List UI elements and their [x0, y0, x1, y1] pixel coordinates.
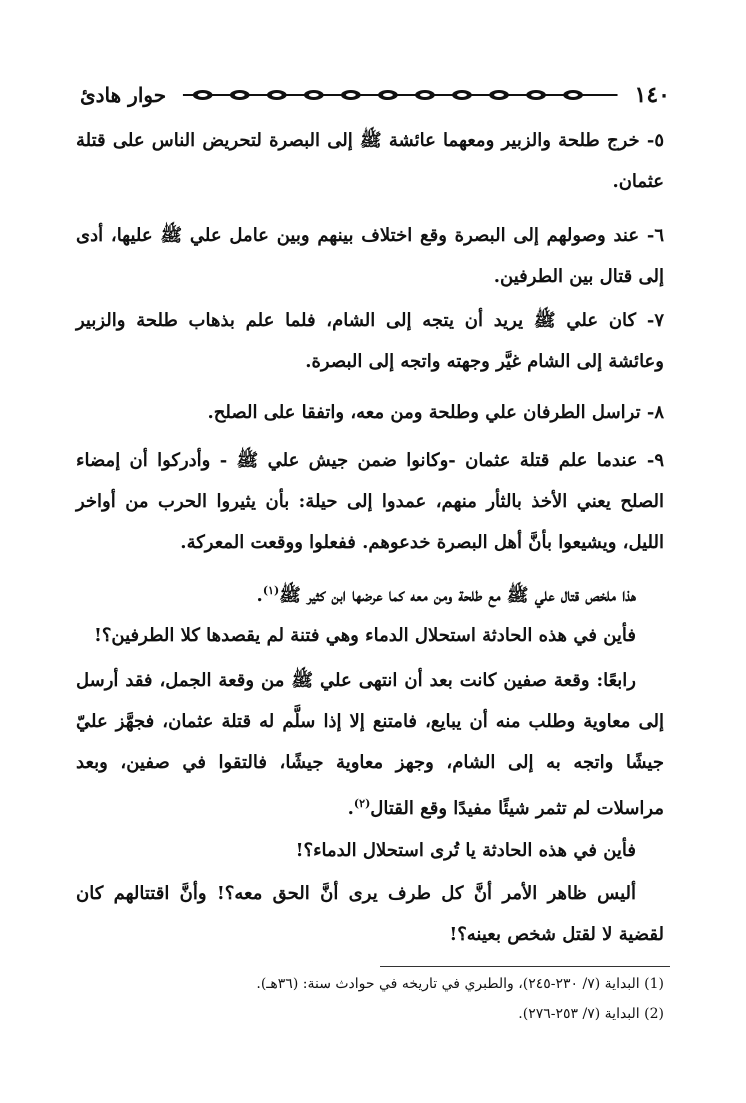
paragraph-item-9: ٩- عندما علم قتلة عثمان -وكانوا ضمن جيش علي ﷺ - وأدركوا أن إمضاء الصلح يعني الأخذ بالثأر منهم، عمدوا إلى حيلة: بأن يثيروا الحرب من أواخر الليل، ويشيعوا بأنَّ أهل البصرة خدعوهم. ففعلوا ووقعت المعركة.: [76, 450, 664, 553]
question-paragraph-2: فأين في هذه الحادثة يا تُرى استحلال الدماء؟!: [295, 840, 636, 861]
page-header: [80, 80, 670, 110]
footnote-2: (2) البداية (٧/ ٢٥٣-٢٧٦).: [518, 1006, 664, 1022]
paragraph-item-7: ٧- كان علي ﷺ يريد أن يتجه إلى الشام، فلما علم بذهاب طلحة والزبير وعائشة إلى الشام غيَّر وجهته واتجه إلى البصرة.: [76, 310, 664, 372]
siffin-paragraph: رابعًا: وقعة صفين كانت بعد أن انتهى علي ﷺ من وقعة الجمل، فقد أرسل إلى معاوية وطلب منه أن يبايع، فامتنع إلا إذا سلَّم له قتلة عثمان، فجهَّز عليّ جيشًا واتجه به إلى الشام، وجهز معاوية جيشًا، فالتقوا في صفين، وبعد مراسلات لم تثمر شيئًا مفيدًا وقع القتال$^{(٢)}$.: [76, 670, 664, 819]
siffin-text: رابعًا: وقعة صفين كانت بعد أن انتهى علي ﷺ من وقعة الجمل، فقد أرسل إلى معاوية وطلب منه أن يبايع، فامتنع إلا إذا سلَّم له قتلة عثمان، فجهَّز عليّ جيشًا واتجه به إلى الشام، وجهز معاوية جيشًا، فالتقوا في صفين، وبعد مراسلات لم تثمر شيئًا مفيدًا وقع القتال: [76, 670, 664, 819]
summary-text: هذا ملخص قتال علي ﷺ مع طلحة ومن معه كما عرضها ابن كثير ﷺ: [279, 585, 636, 606]
ornament-divider-icon: [178, 87, 622, 103]
footnote-ref-1: (١): [262, 584, 280, 597]
footnote-ref-2: (٢): [353, 797, 371, 810]
paragraph-item-5: ٥- خرج طلحة والزبير ومعهما عائشة ﷺ إلى البصرة لتحريض الناس على قتلة عثمان.: [76, 130, 664, 192]
running-title: حوار هادئ: [80, 83, 167, 107]
summary-paragraph: هذا ملخص قتال علي ﷺ مع طلحة ومن معه كما عرضها ابن كثير ﷺ$^{(١)}$.: [256, 584, 636, 606]
footnote-1: (1) البداية (٧/ ٢٣٠-٢٤٥)، والطبري في تاريخه في حوادث سنة: (٣٦هـ).: [256, 976, 664, 992]
question-paragraph-1: فأين في هذه الحادثة استحلال الدماء وهي فتنة لم يقصدها كلا الطرفين؟!: [93, 625, 636, 646]
paragraph-item-8: ٨- تراسل الطرفان علي وطلحة ومن معه، واتفقا على الصلح.: [207, 402, 664, 423]
question-paragraph-3: أليس ظاهر الأمر أنَّ كل طرف يرى أنَّ الحق معه؟! وأنَّ اقتتالهم كان لقضية لا لقتل شخص بعينه؟!: [76, 883, 664, 945]
page-number: ١٤٠: [634, 82, 670, 108]
paragraph-item-6: ٦- عند وصولهم إلى البصرة وقع اختلاف بينهم وبين عامل علي ﷺ عليها، أدى إلى قتال بين الطرفين.: [76, 225, 665, 287]
footnote-divider: [380, 966, 670, 967]
